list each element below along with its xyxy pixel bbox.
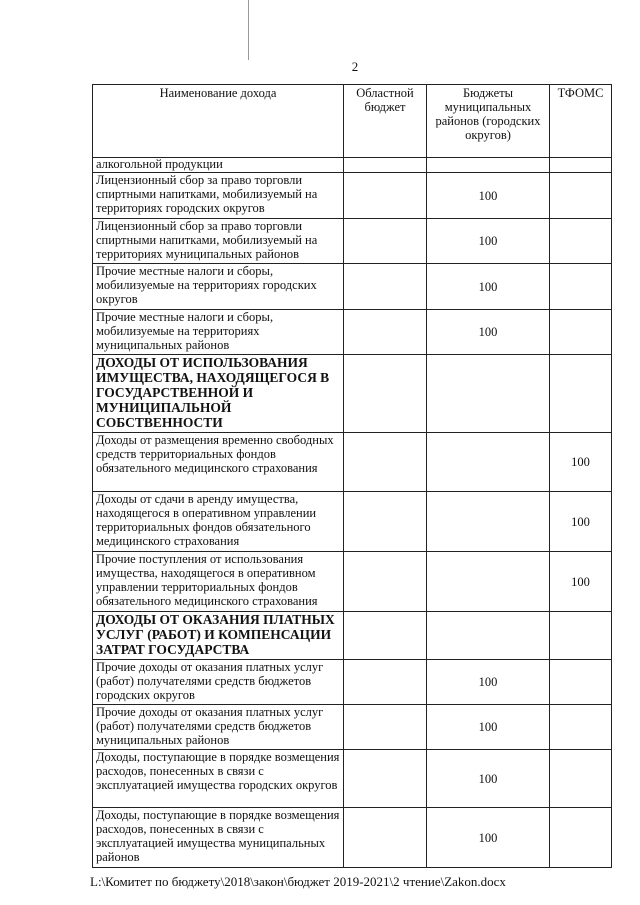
table-row [93, 433, 612, 492]
tfoms-cell [550, 612, 612, 660]
tfoms-cell: 100 [550, 433, 612, 492]
revenue-name-cell: Лицензионный сбор за право торговли спиртными напитками, мобилизуемый на территориях городских округов [93, 173, 344, 219]
regional-budget-cell [344, 705, 427, 750]
revenue-name-cell: алкогольной продукции [93, 158, 344, 173]
revenue-name-cell: ДОХОДЫ ОТ ИСПОЛЬЗОВАНИЯ ИМУЩЕСТВА, НАХОДЯЩЕГОСЯ В ГОСУДАРСТВЕННОЙ И МУНИЦИПАЛЬНОЙ СОБСТВЕННОСТИ [93, 355, 344, 433]
revenue-name-cell: Прочие доходы от оказания платных услуг (работ) получателями средств бюджетов городских округов [93, 660, 344, 705]
table-row [93, 264, 612, 310]
table-section-row [93, 355, 612, 433]
header-regional-budget: Областной бюджет [344, 85, 427, 158]
table-row [93, 808, 612, 868]
tfoms-cell [550, 173, 612, 219]
municipal-budget-cell: 100 [427, 660, 550, 705]
municipal-budget-cell: 100 [427, 310, 550, 355]
tfoms-cell: 100 [550, 552, 612, 612]
regional-budget-cell [344, 660, 427, 705]
table-row [93, 552, 612, 612]
revenue-name-cell: Доходы, поступающие в порядке возмещения расходов, понесенных в связи с эксплуатацией имущества муниципальных районов [93, 808, 344, 868]
revenue-distribution-table [92, 84, 612, 868]
revenue-name-cell: Доходы от размещения временно свободных средств территориальных фондов обязательного медицинского страхования [93, 433, 344, 492]
revenue-name-cell: Прочие местные налоги и сборы, мобилизуемые на территориях городских округов [93, 264, 344, 310]
revenue-name-cell: Доходы от сдачи в аренду имущества, находящегося в оперативном управлении территориальных фондов обязательного медицинского страхования [93, 492, 344, 552]
regional-budget-cell [344, 173, 427, 219]
table-section-row [93, 612, 612, 660]
tfoms-cell [550, 355, 612, 433]
table-row [93, 158, 612, 173]
table-header-row [93, 85, 612, 158]
revenue-name-cell: Прочие поступления от использования имущества, находящегося в оперативном управлении территориальных фондов обязательного медицинского страхования [93, 552, 344, 612]
tfoms-cell: 100 [550, 492, 612, 552]
regional-budget-cell [344, 750, 427, 808]
revenue-name-cell: Прочие доходы от оказания платных услуг (работ) получателями средств бюджетов муниципальных районов [93, 705, 344, 750]
regional-budget-cell [344, 310, 427, 355]
tfoms-cell [550, 264, 612, 310]
document-file-path: L:\Комитет по бюджету\2018\закон\бюджет 2019-2021\2 чтение\Zakon.docx [90, 874, 506, 889]
table-row [93, 492, 612, 552]
header-tfoms: ТФОМС [550, 85, 612, 158]
tfoms-cell [550, 219, 612, 264]
table-row [93, 705, 612, 750]
municipal-budget-cell: 100 [427, 808, 550, 868]
revenue-name-cell: Прочие местные налоги и сборы, мобилизуемые на территориях муниципальных районов [93, 310, 344, 355]
table-body [93, 158, 612, 868]
municipal-budget-cell: 100 [427, 705, 550, 750]
municipal-budget-cell: 100 [427, 750, 550, 808]
tfoms-cell [550, 808, 612, 868]
header-municipal-budgets: Бюджеты муниципальных районов (городских округов) [427, 85, 550, 158]
table-row [93, 219, 612, 264]
municipal-budget-cell: 100 [427, 264, 550, 310]
regional-budget-cell [344, 355, 427, 433]
page-number: 2 [351, 59, 359, 74]
municipal-budget-cell: 100 [427, 219, 550, 264]
table-row [93, 750, 612, 808]
table-row [93, 173, 612, 219]
scan-artifact-line [248, 0, 249, 60]
municipal-budget-cell [427, 492, 550, 552]
regional-budget-cell [344, 552, 427, 612]
municipal-budget-cell [427, 355, 550, 433]
table-row [93, 310, 612, 355]
regional-budget-cell [344, 264, 427, 310]
regional-budget-cell [344, 158, 427, 173]
tfoms-cell [550, 310, 612, 355]
tfoms-cell [550, 750, 612, 808]
municipal-budget-cell [427, 433, 550, 492]
municipal-budget-cell [427, 158, 550, 173]
municipal-budget-cell: 100 [427, 173, 550, 219]
tfoms-cell [550, 660, 612, 705]
tfoms-cell [550, 158, 612, 173]
table-row [93, 660, 612, 705]
regional-budget-cell [344, 808, 427, 868]
regional-budget-cell [344, 433, 427, 492]
regional-budget-cell [344, 612, 427, 660]
header-revenue-name: Наименование дохода [93, 85, 344, 158]
revenue-name-cell: Лицензионный сбор за право торговли спиртными напитками, мобилизуемый на территориях муниципальных районов [93, 219, 344, 264]
revenue-name-cell: Доходы, поступающие в порядке возмещения расходов, понесенных в связи с эксплуатацией имущества городских округов [93, 750, 344, 808]
municipal-budget-cell [427, 552, 550, 612]
regional-budget-cell [344, 219, 427, 264]
regional-budget-cell [344, 492, 427, 552]
revenue-name-cell: ДОХОДЫ ОТ ОКАЗАНИЯ ПЛАТНЫХ УСЛУГ (РАБОТ) И КОМПЕНСАЦИИ ЗАТРАТ ГОСУДАРСТВА [93, 612, 344, 660]
municipal-budget-cell [427, 612, 550, 660]
tfoms-cell [550, 705, 612, 750]
